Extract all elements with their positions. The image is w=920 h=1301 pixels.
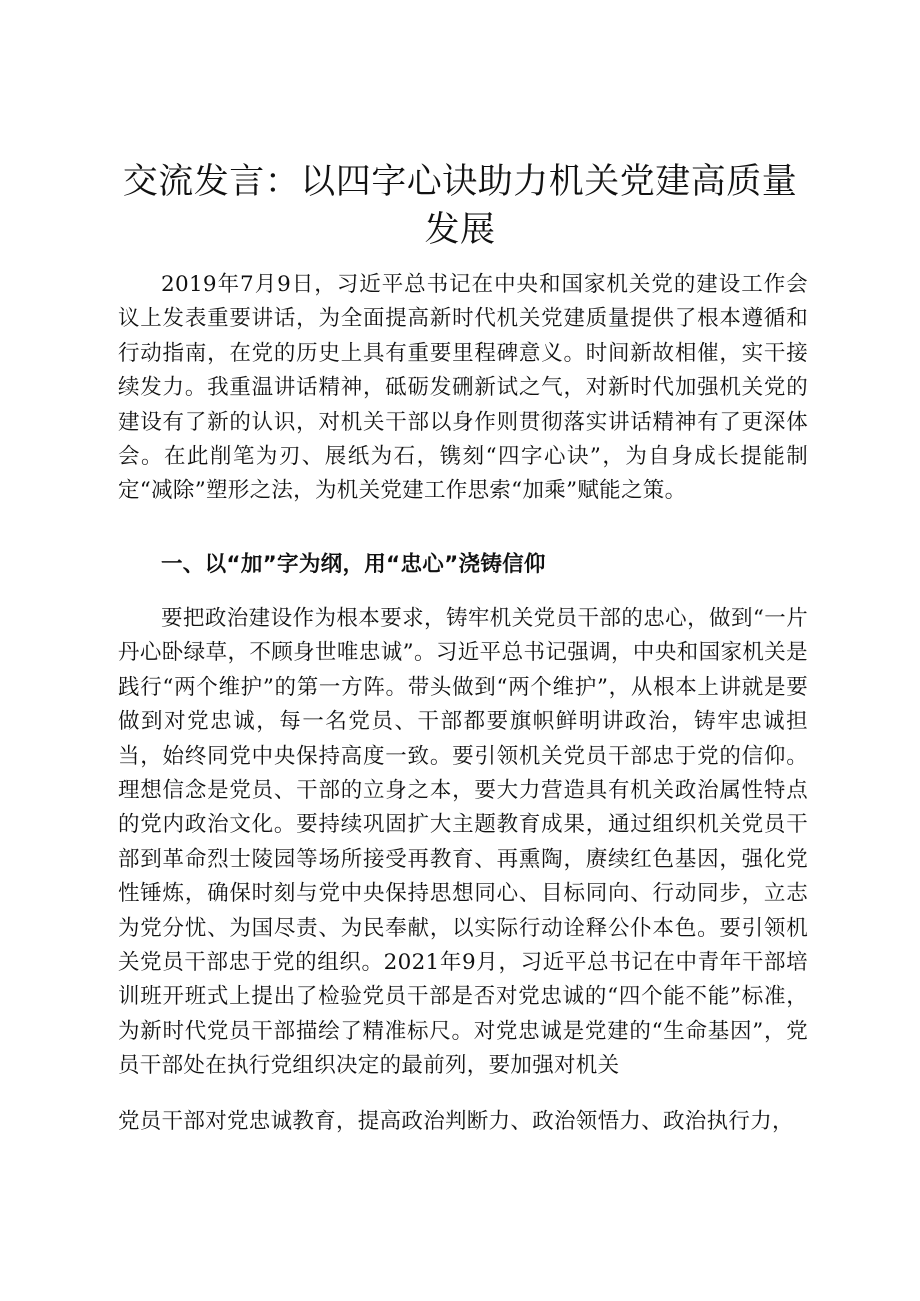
section-heading: 一、以“加”字为纲，用“忠心”浇铸信仰 — [161, 552, 546, 577]
document-title: 交流发言：以四字心诀助力机关党建高质量发展 — [122, 162, 798, 250]
section-paragraph: 要把政治建设作为根本要求，铸牢机关党员干部的忠心，做到“一片丹心卧绿草，不顾身世唯忠诚”。习近平总书记强调，中央和国家机关是践行“两个维护”的第一方阵。带头做到“两个维护”，从根本上讲就是要做到对党忠诚，每一名党员、干部都要旗帜鲜明讲政治，铸牢忠诚担当，始终同党中央保持高度一致。要引领机关党员干部忠于党的信仰。理想信念是党员、干部的立身之本，要大力营造具有机关政治属性特点的党内政治文化。要持续巩固扩大主题教育成果，通过组织机关党员干部到革命烈士陵园等场所接受再教育、再熏陶，赓续红色基因，强化党性锤炼，确保时刻与党中央保持思想同心、目标同向、行动同步，立志为党分忧、为国尽责、为民奉献，以实际行动诠释公仆本色。要引领机关党员干部忠于党的组织。2021年9月，习近平总书记在中青年干部培训班开班式上提出了检验党员干部是否对党忠诚的“四个能不能”标准，为新时代党员干部描绘了精准标尺。对党忠诚是党建的“生命基因”，党员干部处在执行党组织决定的最前列，要加强对机关 — [118, 606, 808, 1079]
section-paragraph-continuation: 党员干部对党忠诚教育，提高政治判断力、政治领悟力、政治执行力， — [118, 1109, 794, 1134]
intro-paragraph: 2019年7月9日，习近平总书记在中央和国家机关党的建设工作会议上发表重要讲话，为全面提高新时代机关党建质量提供了根本遵循和行动指南，在党的历史上具有重要里程碑意义。时间新故相催，实干接续发力。我重温讲话精神，砥砺发硎新试之气，对新时代加强机关党的建设有了新的认识，对机关干部以身作则贯彻落实讲话精神有了更深体会。在此削笔为刃、展纸为石，镌刻“四字心诀”，为自身成长提能制定“减除”塑形之法，为机关党建工作思索“加乘”赋能之策。 — [118, 272, 808, 504]
